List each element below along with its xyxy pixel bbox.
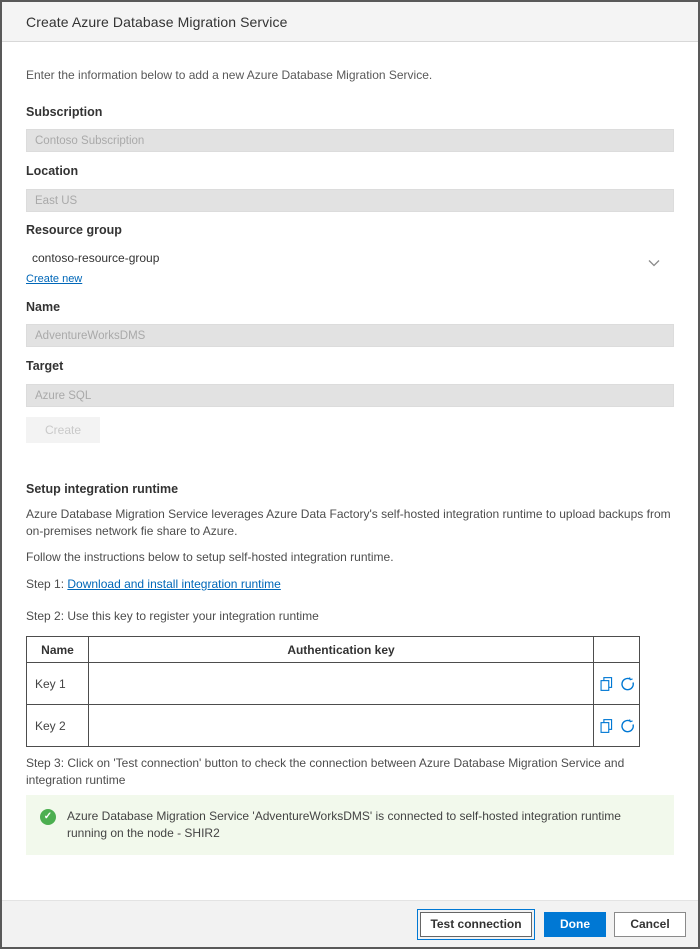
connection-success-alert [26, 795, 674, 855]
subscription-input: Contoso Subscription [26, 129, 674, 152]
key2-name-cell: Key 2 [27, 705, 89, 747]
location-label: Location [26, 164, 79, 178]
step1-prefix: Step 1: [26, 577, 68, 591]
dialog-footer [2, 900, 698, 947]
resource-group-dropdown[interactable] [26, 246, 674, 269]
done-button[interactable]: Done [544, 912, 606, 937]
location-input: East US [26, 189, 674, 212]
resource-group-value: contoso-resource-group [32, 250, 160, 265]
resource-group-label: Resource group [26, 223, 122, 237]
dialog-title: Create Azure Database Migration Service [26, 13, 288, 30]
actions-column-header [594, 637, 640, 663]
test-connection-button[interactable]: Test connection [420, 912, 532, 937]
step1-line [26, 576, 674, 593]
table-row [27, 705, 640, 747]
refresh-icon[interactable] [620, 676, 635, 692]
copy-icon[interactable] [599, 718, 614, 734]
target-label: Target [26, 359, 64, 373]
name-column-header: Name [27, 637, 89, 663]
success-message: Azure Database Migration Service 'AdventureWorksDMS' is connected to self-hosted integration runtime running on the node - SHIR2 [67, 809, 621, 840]
create-button: Create [26, 417, 100, 443]
table-header-row [27, 637, 640, 663]
create-new-link[interactable]: Create new [26, 273, 83, 285]
key1-value-cell [89, 663, 594, 705]
key1-name-cell: Key 1 [27, 663, 89, 705]
subscription-label: Subscription [26, 105, 103, 119]
key2-value-cell [89, 705, 594, 747]
dialog-header [2, 2, 698, 42]
setup-runtime-heading: Setup integration runtime [26, 482, 179, 496]
chevron-down-icon [648, 254, 660, 262]
table-row [27, 663, 640, 705]
key1-actions-cell [594, 663, 640, 705]
download-runtime-link[interactable]: Download and install integration runtime [67, 577, 281, 591]
intro-text: Enter the information below to add a new Azure Database Migration Service. [26, 68, 433, 82]
setup-instructions: Follow the instructions below to setup self-hosted integration runtime. [26, 550, 394, 564]
success-check-icon: ✓ [40, 809, 56, 825]
dialog-body [2, 42, 698, 900]
refresh-icon[interactable] [620, 718, 635, 734]
step3-line: Step 3: Click on 'Test connection' button to check the connection between Azure Database Migration Service and integration runtime [26, 756, 625, 787]
name-input: AdventureWorksDMS [26, 324, 674, 347]
name-label: Name [26, 300, 61, 314]
target-input: Azure SQL [26, 384, 674, 407]
authentication-key-table [26, 636, 640, 747]
cancel-button[interactable]: Cancel [614, 912, 686, 937]
auth-key-column-header: Authentication key [89, 637, 594, 663]
key2-actions-cell [594, 705, 640, 747]
setup-description: Azure Database Migration Service leverages Azure Data Factory's self-hosted integration runtime to upload backups from on-premises network fie share to Azure. [26, 507, 671, 538]
step2-line: Step 2: Use this key to register your integration runtime [26, 609, 319, 623]
copy-icon[interactable] [599, 676, 614, 692]
